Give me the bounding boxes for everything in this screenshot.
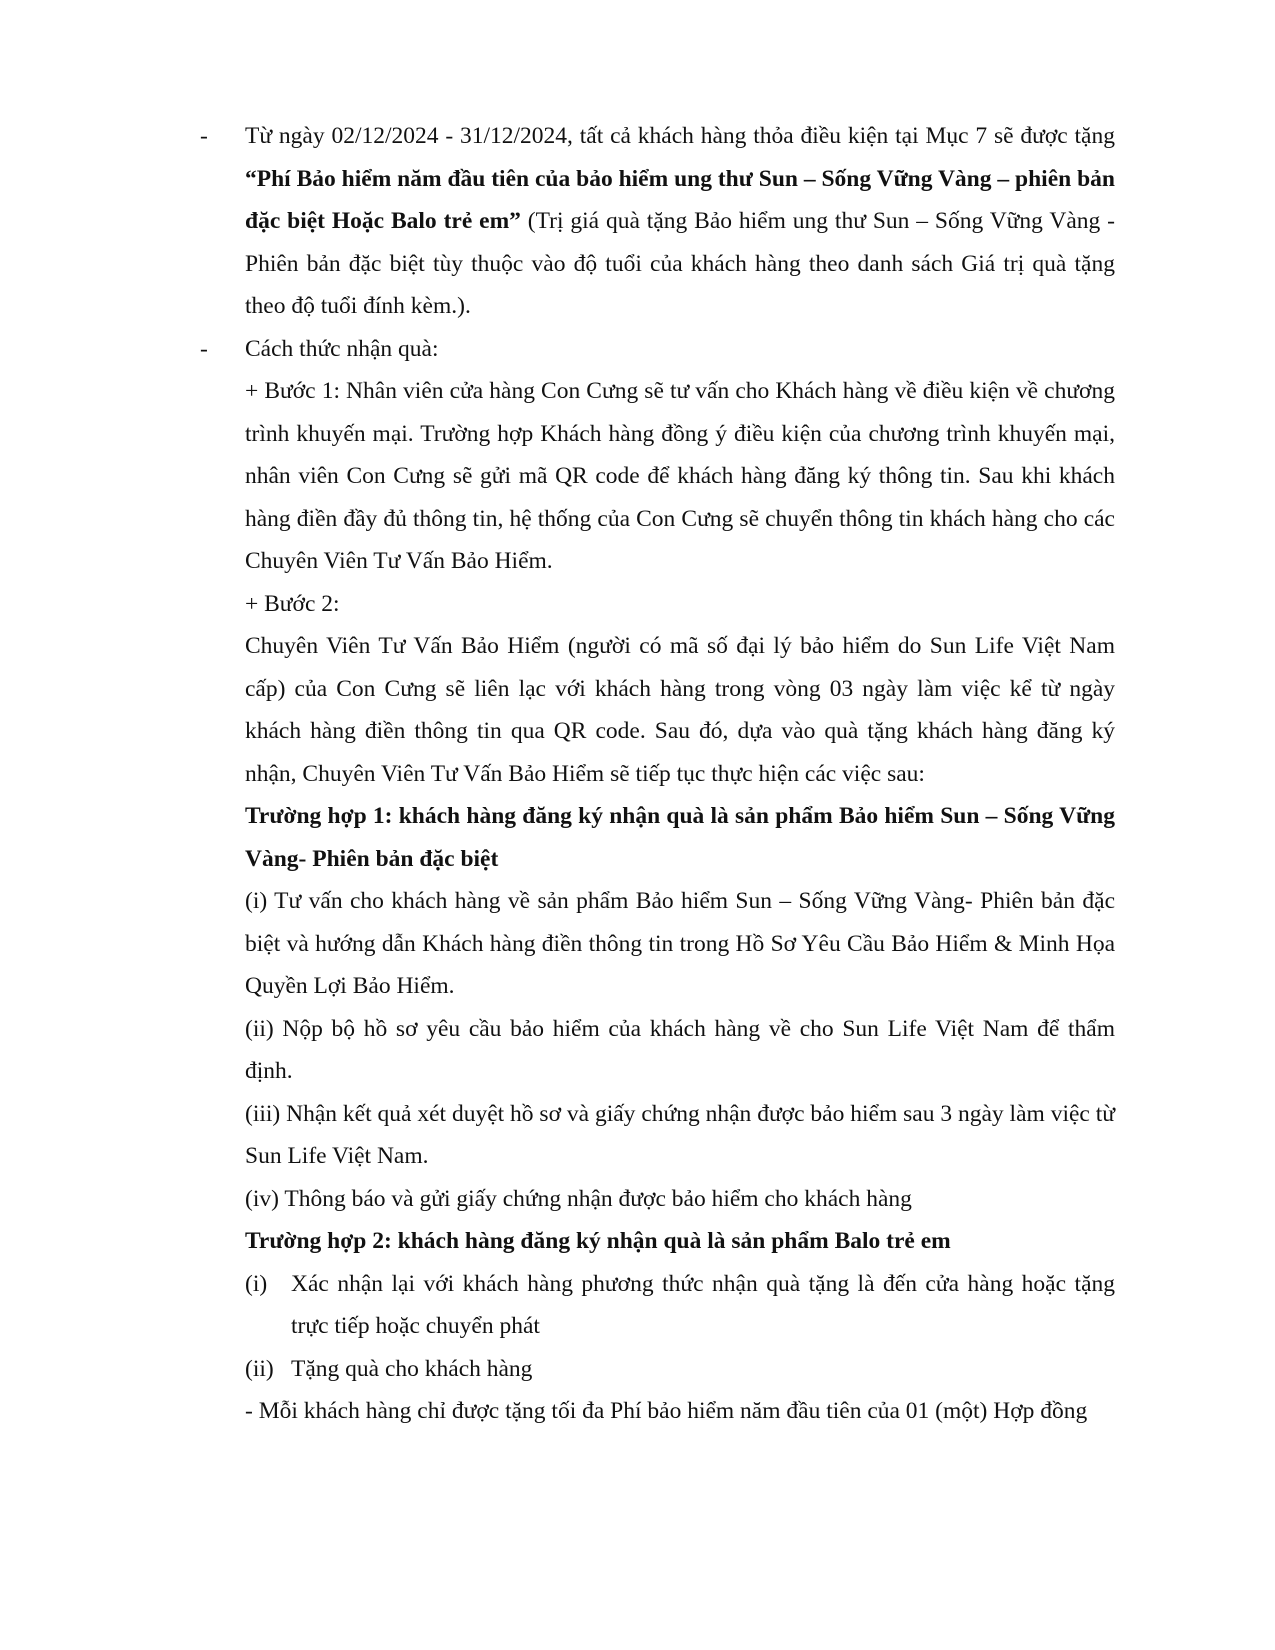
case2-heading: Trường hợp 2: khách hàng đăng ký nhận quà là sản phẩm Balo trẻ em — [245, 1228, 951, 1254]
bullet-dash: - — [200, 123, 208, 149]
case1-heading: Trường hợp 1: khách hàng đăng ký nhận quà là sản phẩm Bảo hiểm Sun – Sống Vững Vàng- Phiên bản đặc biệt — [245, 803, 1115, 872]
case1-item: (iv) Thông báo và gửi giấy chứng nhận được bảo hiểm cho khách hàng — [245, 1185, 912, 1212]
case1-item: (ii) Nộp bộ hồ sơ yêu cầu bảo hiểm của khách hàng về cho Sun Life Việt Nam để thẩm định. — [245, 1015, 1115, 1084]
step1-paragraph: + Bước 1: Nhân viên cửa hàng Con Cưng sẽ tư vấn cho Khách hàng về điều kiện về chương trình khuyến mại. Trường hợp Khách hàng đồng ý điều kiện của chương trình khuyến mại, nhân viên Con Cưng sẽ gửi mã QR code để khách hàng đăng ký thông tin. Sau khi khách hàng điền đầy đủ thông tin, hệ thống của Con Cưng sẽ chuyển thông tin khách hàng cho các Chuyên Viên Tư Vấn Bảo Hiểm. — [245, 378, 1115, 574]
step2-paragraph: Chuyên Viên Tư Vấn Bảo Hiểm (người có mã số đại lý bảo hiểm do Sun Life Việt Nam cấp) của Con Cưng sẽ liên lạc với khách hàng trong vòng 03 ngày làm việc kể từ ngày khách hàng điền thông tin qua QR code. Sau đó, dựa vào quà tặng khách hàng đăng ký nhận, Chuyên Viên Tư Vấn Bảo Hiểm sẽ tiếp tục thực hiện các việc sau: — [245, 633, 1115, 787]
case1-item: (iii) Nhận kết quả xét duyệt hồ sơ và giấy chứng nhận được bảo hiểm sau 3 ngày làm việc từ Sun Life Việt Nam. — [245, 1100, 1115, 1169]
method-heading — [200, 328, 1115, 371]
case2-item-number: (i) — [245, 1270, 268, 1297]
intro-text-part2: (Trị giá quà tặng Bảo hiểm ung thư Sun – Sống Vững Vàng - Phiên bản đặc biệt tùy thuộc vào độ tuổi của khách hàng theo danh sách Giá trị quà tặng theo độ tuổi đính kèm.). — [245, 208, 1115, 319]
promotion-period-paragraph — [200, 115, 1115, 328]
case2-item-text: Tặng quà cho khách hàng — [291, 1355, 533, 1382]
document-body — [200, 115, 1115, 1433]
intro-text-part1: Từ ngày 02/12/2024 - 31/12/2024, tất cả khách hàng thỏa điều kiện tại Mục 7 sẽ được tặng — [245, 123, 1115, 149]
case2-item-text: Xác nhận lại với khách hàng phương thức nhận quà tặng là đến cửa hàng hoặc tặng trực tiếp hoặc chuyển phát — [291, 1270, 1115, 1339]
case2-item — [245, 1348, 1115, 1391]
intro-gift-title: “Phí Bảo hiểm năm đầu tiên của bảo hiểm ung thư Sun – Sống Vững Vàng – phiên bản đặc biệt Hoặc Balo trẻ em” — [245, 165, 1115, 234]
step2-label: + Bước 2: — [245, 590, 340, 617]
case1-item: (i) Tư vấn cho khách hàng về sản phẩm Bảo hiểm Sun – Sống Vững Vàng- Phiên bản đặc biệt và hướng dẫn Khách hàng điền thông tin trong Hồ Sơ Yêu Cầu Bảo Hiểm & Minh Họa Quyền Lợi Bảo Hiểm. — [245, 888, 1115, 999]
case2-item — [245, 1263, 1115, 1348]
case2-item-number: (ii) — [245, 1355, 274, 1382]
method-title: Cách thức nhận quà: — [245, 335, 439, 362]
bullet-dash: - — [200, 335, 208, 362]
closing-line: - Mỗi khách hàng chỉ được tặng tối đa Phí bảo hiểm năm đầu tiên của 01 (một) Hợp đồng — [245, 1398, 1088, 1424]
